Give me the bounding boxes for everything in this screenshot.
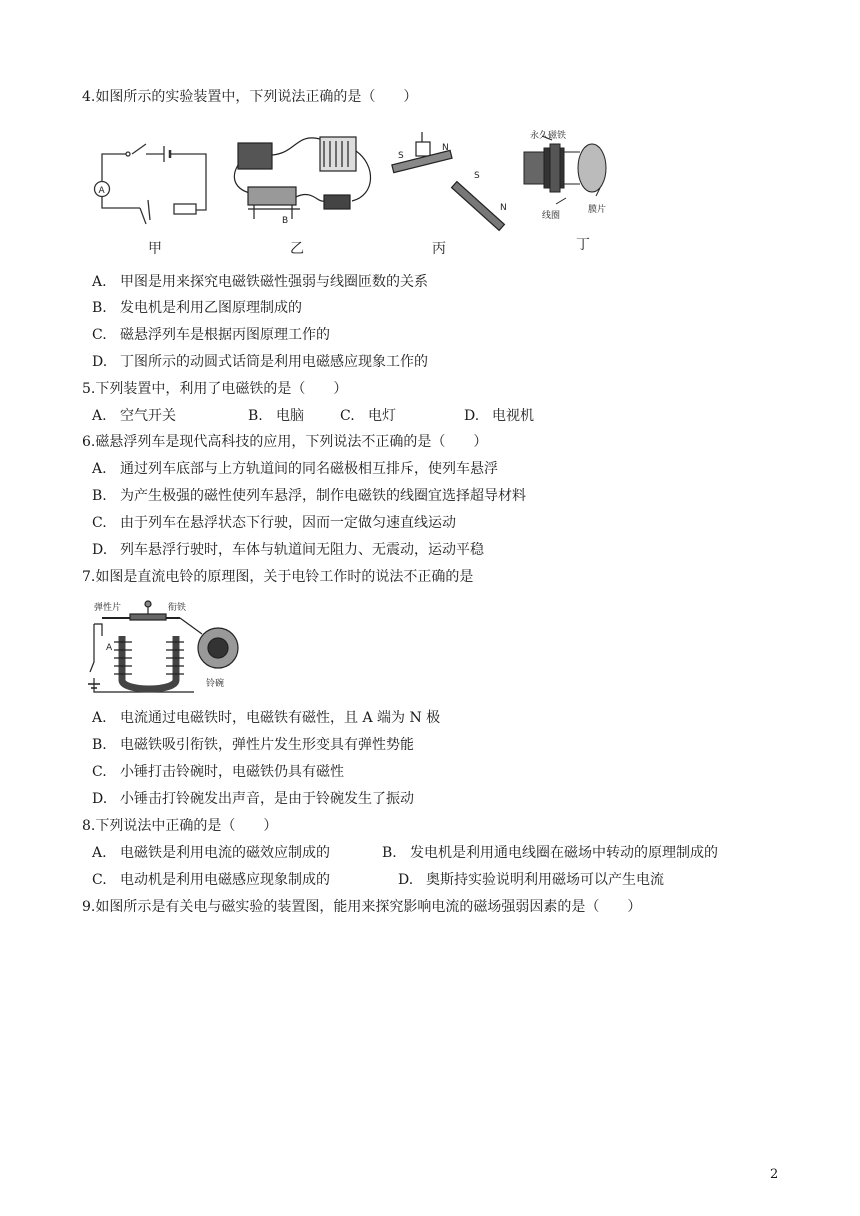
q7-option-a: A. 电流通过电磁铁时，电磁铁有磁性，且 A 端为 N 极 [92,710,441,726]
caption-jia: 甲 [148,241,162,257]
q8-option-c: C. 电动机是利用电磁感应现象制成的 [92,872,330,888]
caption-yi: 乙 [290,241,304,257]
q4-option-a: A. 甲图是用来探究电磁铁磁性强弱与线圈匝数的关系 [92,274,428,290]
q6-option-a: A. 通过列车底部与上方轨道间的同名磁极相互排斥，使列车悬浮 [92,461,498,477]
label-bowl: 铃碗 [206,679,225,689]
label-membrane: 膜片 [588,205,607,215]
label-armature: 衔铁 [168,603,187,613]
ammeter-symbol [95,182,110,197]
q9-stem: 9.如图所示是有关电与磁实验的装置图，能用来探究影响电流的磁场强弱因素的是（ ） [82,899,642,915]
q8-option-a: A. 电磁铁是利用电流的磁效应制成的 [92,845,330,861]
q5-option-d: D. 电视机 [464,408,534,424]
label-magnet: 永久磁铁 [530,131,567,141]
ammeter-label: A [98,186,105,196]
label-a-end: A [106,643,113,653]
q5-stem: 5.下列装置中，利用了电磁铁的是（ ） [82,381,348,397]
q6-option-d: D. 列车悬浮行驶时，车体与轨道间无阻力、无震动，运动平稳 [92,542,484,558]
q4-stem: 4.如图所示的实验装置中，下列说法正确的是（ ） [82,89,418,105]
label-b: B [282,216,289,226]
caption-bing: 丙 [432,241,446,257]
q6-option-b: B. 为产生极强的磁性使列车悬浮，制作电磁铁的线圈宜选择超导材料 [92,488,526,504]
label-coil: 线圈 [542,211,561,221]
q5-option-c: C. 电灯 [340,408,396,424]
figure-electric-bell [84,596,244,700]
pole-n1: N [442,143,449,153]
q8-stem: 8.下列说法中正确的是（ ） [82,818,278,834]
figure-yi-apparatus [226,125,381,235]
q6-stem: 6.磁悬浮列车是现代高科技的应用，下列说法不正确的是（ ） [82,434,488,450]
q7-stem: 7.如图是直流电铃的原理图，关于电铃工作时的说法不正确的是 [82,569,474,585]
figure-bing-magnets [388,128,518,238]
q7-option-c: C. 小锤打击铃碗时，电磁铁仍具有磁性 [92,764,344,780]
q5-option-a: A. 空气开关 [92,408,176,424]
pole-s1: S [398,151,404,161]
q4-option-c: C. 磁悬浮列车是根据丙图原理工作的 [92,327,330,343]
figure-ding-microphone [522,126,622,236]
q4-option-b: B. 发电机是利用乙图原理制成的 [92,300,302,316]
q4-option-d: D. 丁图所示的动圆式话筒是利用电磁感应现象工作的 [92,354,428,370]
pole-s2: S [474,171,480,181]
q7-option-b: B. 电磁铁吸引衔铁，弹性片发生形变具有弹性势能 [92,737,414,753]
label-spring: 弹性片 [94,603,122,613]
figure-jia-circuit [88,132,213,232]
q8-option-d: D. 奥斯持实验说明利用磁场可以产生电流 [398,872,664,888]
caption-ding: 丁 [576,237,590,253]
page-number: 2 [770,1167,779,1182]
q8-option-b: B. 发电机是利用通电线圈在磁场中转动的原理制成的 [382,845,718,861]
q7-option-d: D. 小锤击打铃碗发出声音，是由于铃碗发生了振动 [92,791,414,807]
pole-n2: N [500,203,507,213]
q6-option-c: C. 由于列车在悬浮状态下行驶，因而一定做匀速直线运动 [92,515,456,531]
q5-option-b: B. 电脑 [248,408,304,424]
